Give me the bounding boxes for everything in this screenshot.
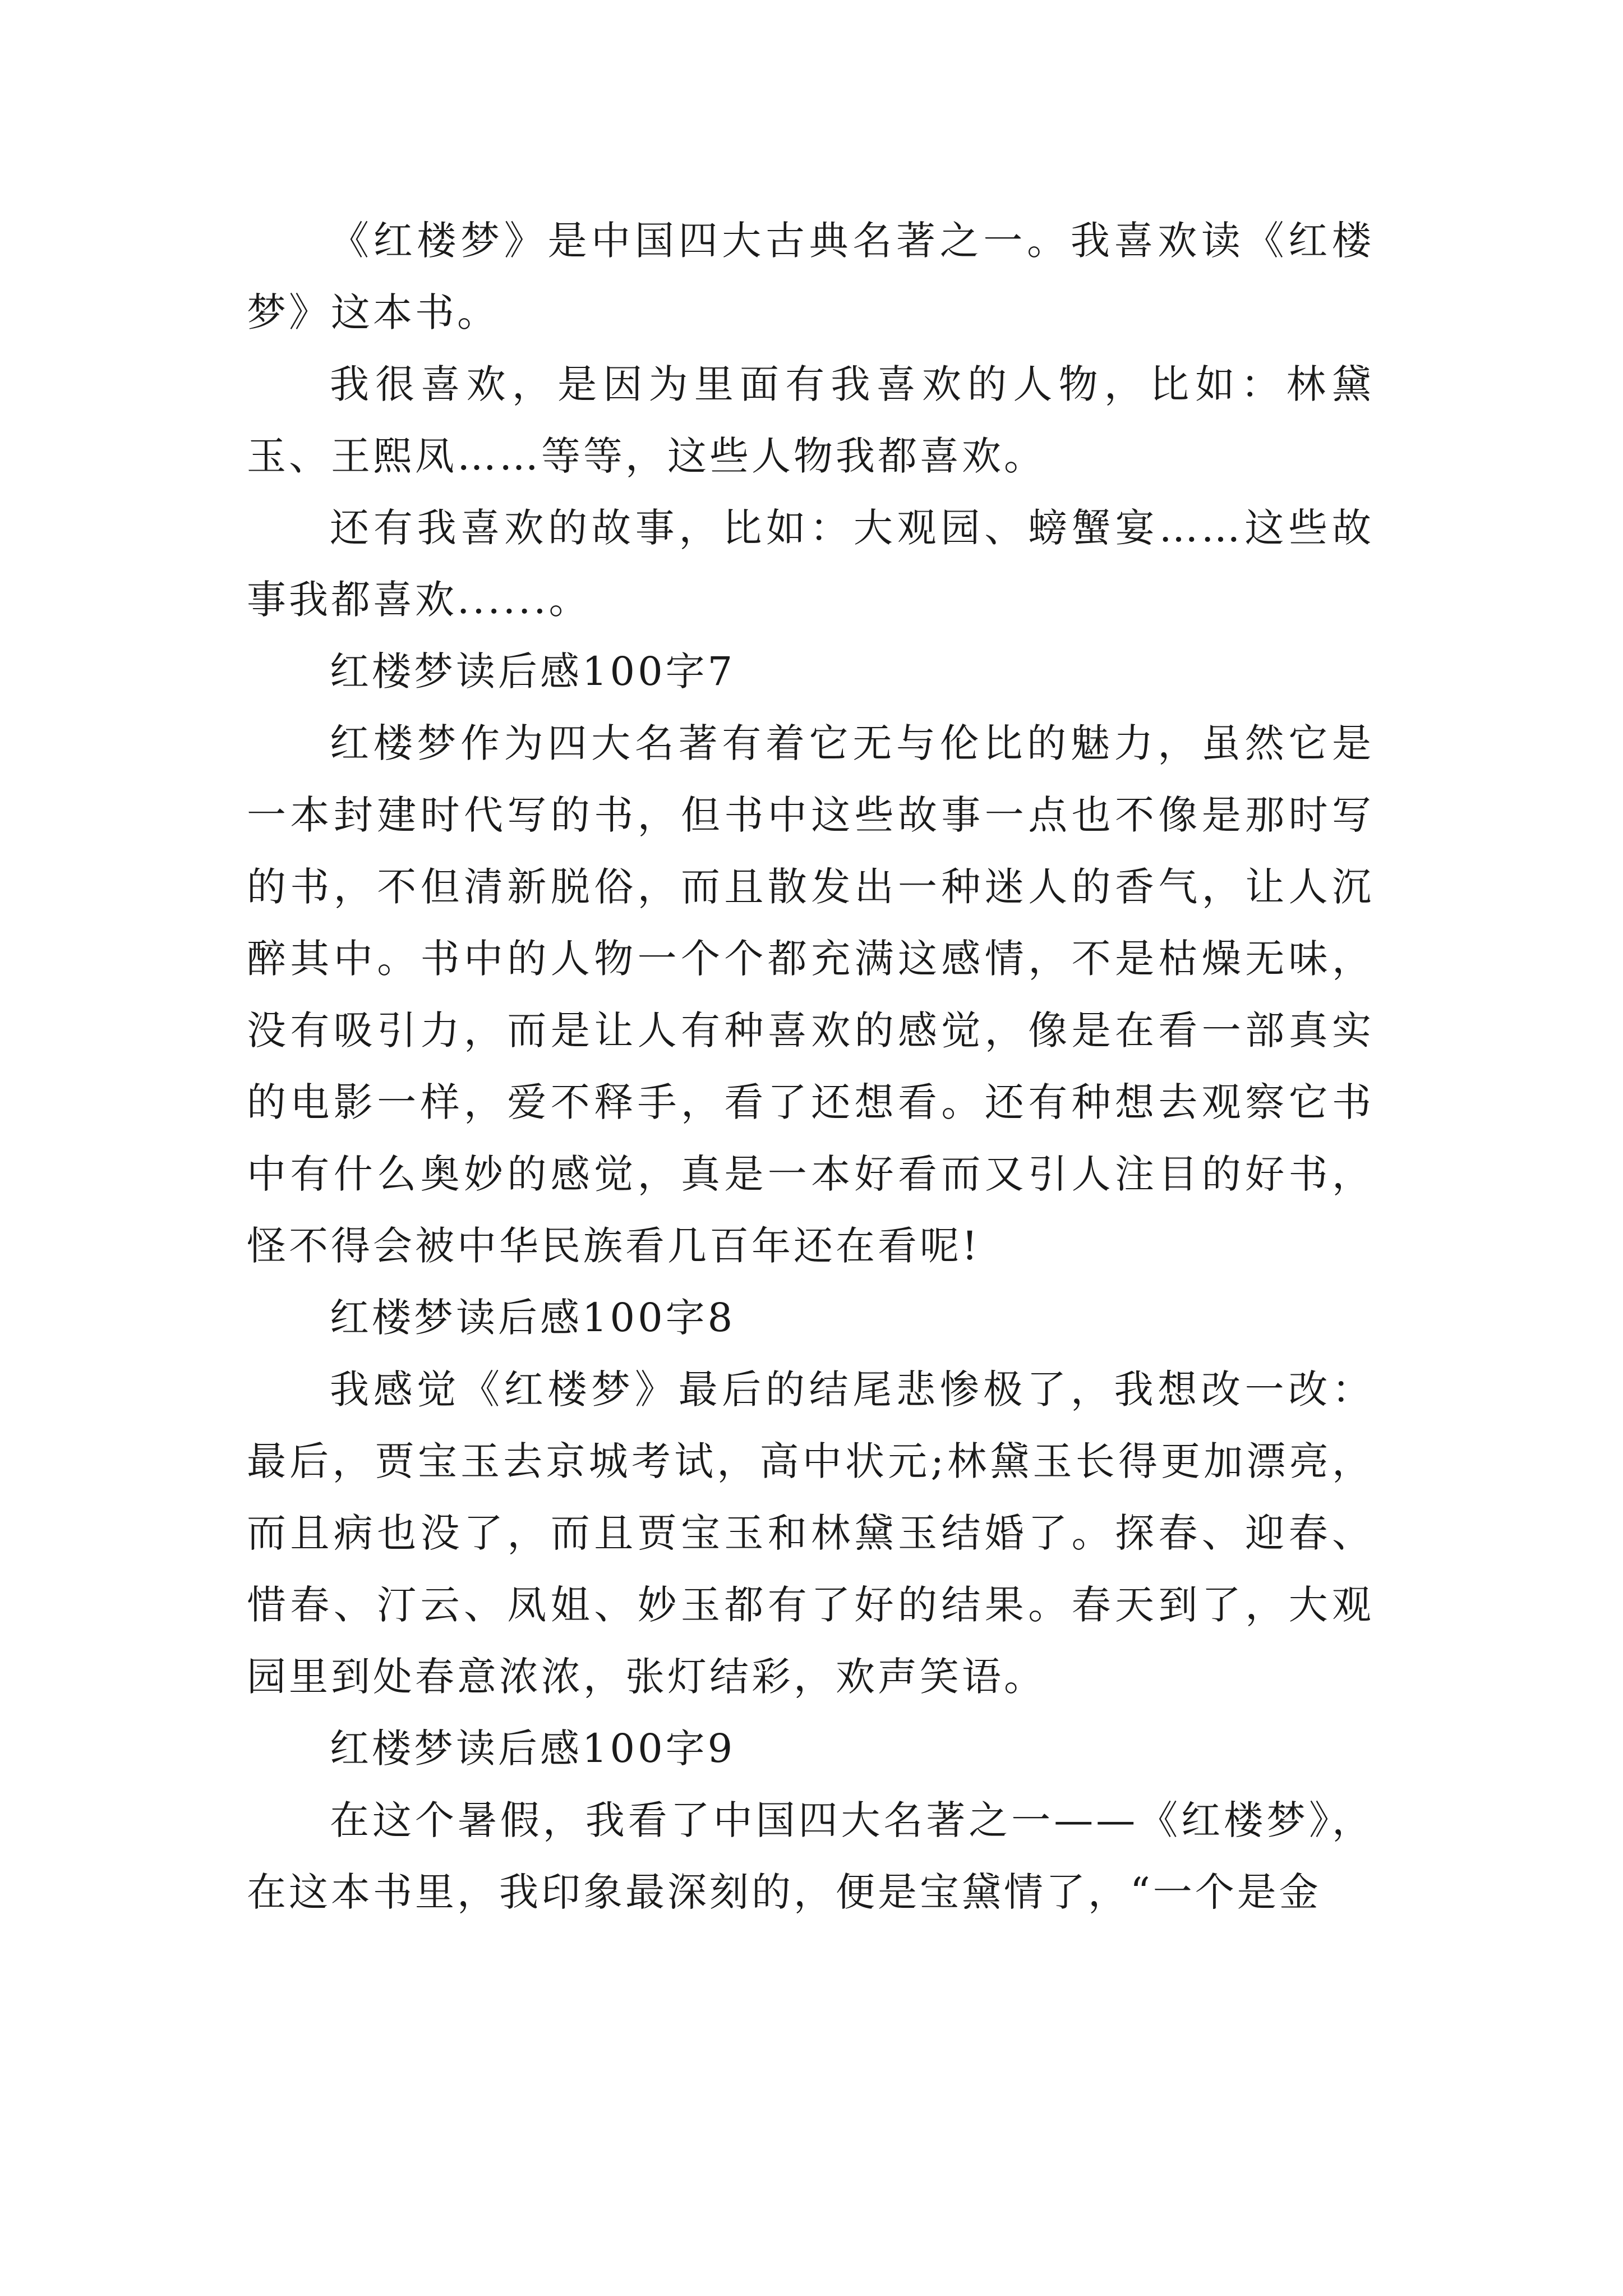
paragraph-essay-9: 在这个暑假，我看了中国四大名著之一——《红楼梦》，在这本书里，我印象最深刻的，便是宝黛情了，“一个是金 <box>247 1797 1374 1915</box>
section-heading-8: 红楼梦读后感100字8 <box>330 1295 736 1341</box>
paragraph-characters: 我很喜欢，是因为里面有我喜欢的人物，比如：林黛玉、王熙凤……等等，这些人物我都喜欢。 <box>247 361 1374 479</box>
section-heading-7: 红楼梦读后感100字7 <box>330 648 736 694</box>
paragraph-essay-7: 红楼梦作为四大名著有着它无与伦比的魅力，虽然它是一本封建时代写的书，但书中这些故事一点也不像是那时写的书，不但清新脱俗，而且散发出一种迷人的香气，让人沉醉其中。书中的人物一个个都充满这感情，不是枯燥无味，没有吸引力，而是让人有种喜欢的感觉，像是在看一部真实的电影一样，爱不释手，看了还想看。还有种想去观察它书中有什么奥妙的感觉，真是一本好看而又引人注目的好书，怪不得会被中华民族看几百年还在看呢! <box>247 720 1374 1269</box>
paragraph-intro: 《红楼梦》是中国四大古典名著之一。我喜欢读《红楼梦》这本书。 <box>247 218 1374 335</box>
paragraph-stories: 还有我喜欢的故事，比如：大观园、螃蟹宴……这些故事我都喜欢......。 <box>247 505 1374 623</box>
paragraph-essay-8: 我感觉《红楼梦》最后的结尾悲惨极了，我想改一改：最后，贾宝玉去京城考试，高中状元;林黛玉长得更加漂亮，而且病也没了，而且贾宝玉和林黛玉结婚了。探春、迎春、惜春、汀云、凤姐、妙玉都有了好的结果。春天到了，大观园里到处春意浓浓，张灯结彩，欢声笑语。 <box>247 1366 1374 1700</box>
document-body <box>247 205 1374 1928</box>
section-heading-9: 红楼梦读后感100字9 <box>330 1726 736 1772</box>
